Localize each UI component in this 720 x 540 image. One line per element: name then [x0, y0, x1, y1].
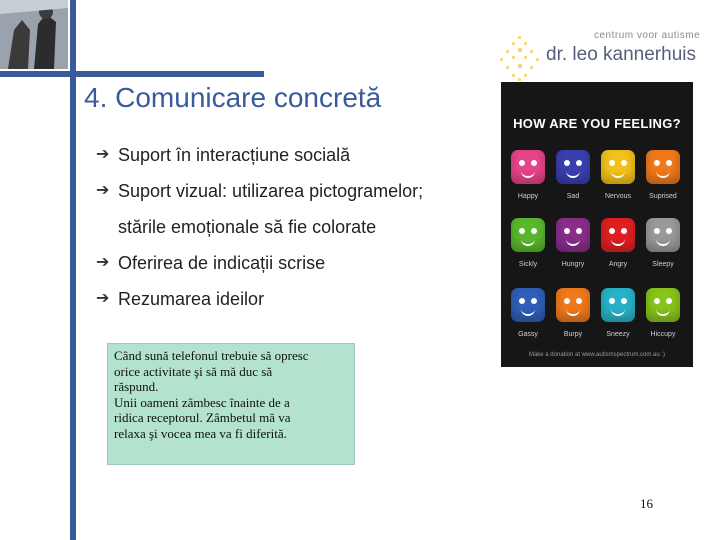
note-line: răspund.: [114, 379, 159, 394]
bullet-item: [96, 245, 496, 281]
emotion-face-angry-icon: [601, 218, 635, 252]
emotion-label: Angry: [608, 261, 628, 268]
emotion-label: Burpy: [563, 331, 583, 338]
emotion-face-sickly-icon: [511, 218, 545, 252]
emotion-face-sneezy-icon: [601, 288, 635, 322]
note-line: relaxa şi vocea mea va fi diferită.: [114, 425, 287, 441]
feelings-chart-footer: Make a donation at www.autismspectrum.com.au :): [528, 352, 666, 358]
emotion-label: Sickly: [518, 261, 538, 268]
arrow-icon: ➔: [96, 290, 110, 307]
emotion-label: Sleepy: [652, 261, 674, 268]
vertical-accent-bar: [70, 0, 76, 540]
emotion-label: Nervous: [604, 193, 632, 200]
feelings-chart-image: [501, 82, 693, 367]
arrow-icon: ➔: [96, 254, 110, 271]
bullet-list: [96, 137, 496, 317]
emotion-label: Hiccupy: [650, 331, 676, 338]
emotion-label: Sneezy: [606, 331, 630, 338]
logo-name: dr. leo kannerhuis: [546, 44, 696, 65]
emotion-label: Sad: [566, 193, 580, 200]
note-line: Când sună telefonul trebuie să opresc: [114, 348, 309, 363]
bullet-item: [96, 173, 496, 209]
slide-title: 4. Comunicare concretă: [84, 82, 382, 113]
bullet-text: Oferirea de indicații scrise: [118, 253, 326, 273]
emotion-label: Gassy: [518, 331, 538, 338]
note-line: orice activitate şi să mă duc să: [114, 363, 273, 379]
emotion-face-sad-icon: [556, 150, 590, 184]
emotion-face-hiccupy-icon: [646, 288, 680, 322]
emotion-label: Suprised: [649, 193, 677, 200]
emotion-face-burpy-icon: [556, 288, 590, 322]
bullet-text: Suport vizual: utilizarea pictogramelor;: [118, 181, 424, 201]
logo-star-icon: [498, 34, 542, 82]
note-line: ridica receptorul. Zâmbetul mă va: [114, 410, 291, 425]
emotion-label: Hungry: [561, 261, 585, 268]
bullet-item: [96, 137, 496, 173]
bullet-item: [96, 281, 496, 317]
emotion-face-happy-icon: [511, 150, 545, 184]
emotion-face-nervous-icon: [601, 150, 635, 184]
page-number: 16: [640, 496, 653, 511]
emotion-face-gassy-icon: [511, 288, 545, 322]
emotion-face-suprised-icon: [646, 150, 680, 184]
emotion-label: Happy: [517, 193, 539, 200]
feelings-chart-title: HOW ARE YOU FEELING?: [513, 116, 681, 131]
note-line: Unii oameni zâmbesc înainte de a: [114, 394, 290, 410]
arrow-icon: ➔: [96, 182, 110, 199]
arrow-icon: ➔: [96, 146, 110, 163]
horizontal-accent-bar: [0, 71, 264, 77]
corner-photo: [0, 0, 68, 69]
kannerhuis-logo: [498, 22, 708, 82]
bullet-text: Suport în interacțiune socială: [118, 145, 351, 165]
bullet-continuation: stările emoționale să fie colorate: [118, 217, 377, 237]
bullet-text: Rezumarea ideilor: [118, 289, 265, 309]
emotion-face-sleepy-icon: [646, 218, 680, 252]
logo-subtitle: centrum voor autisme: [594, 30, 701, 41]
example-note-box: [107, 343, 355, 465]
emotion-face-hungry-icon: [556, 218, 590, 252]
